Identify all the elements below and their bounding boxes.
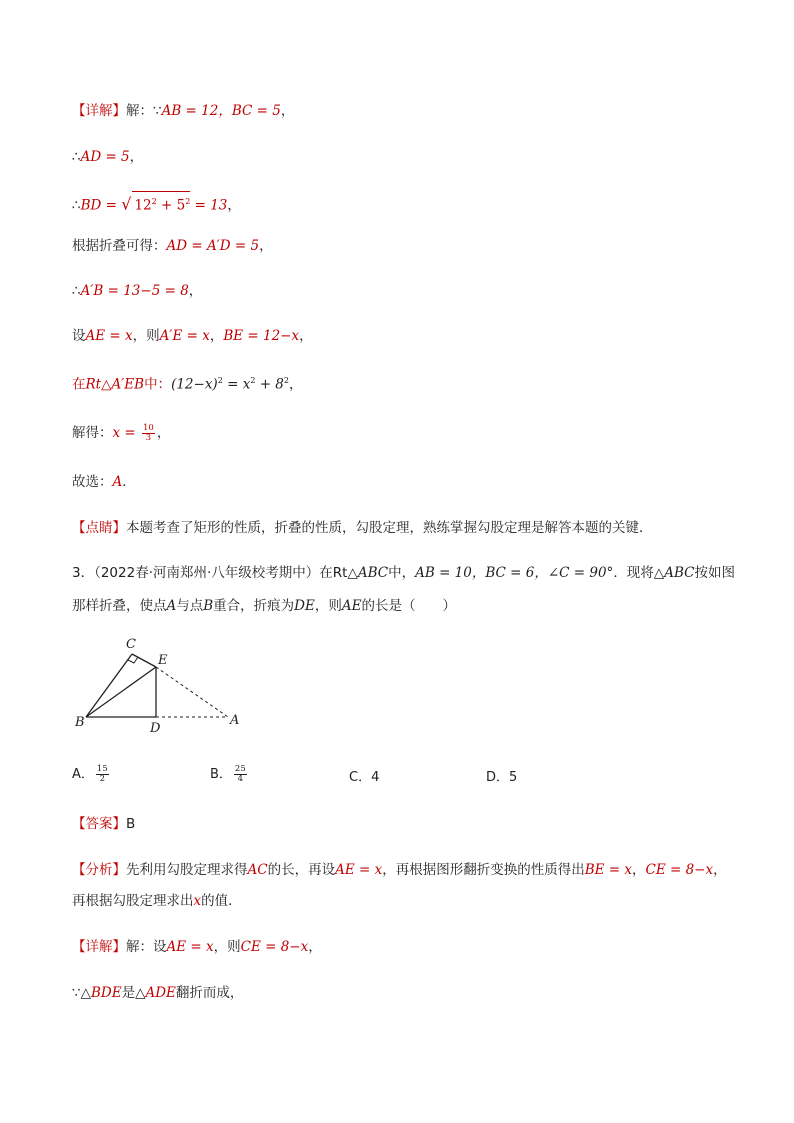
comment-line: 【点睛】本题考查了矩形的性质，折叠的性质，勾股定理，熟练掌握勾股定理是解答本题的关键．	[72, 520, 653, 536]
detail-line-3: ∴BD = √ $12^2 + 5^2 = 13$，	[72, 191, 241, 216]
segment-EA-dashed	[156, 667, 228, 717]
label-A: A	[230, 713, 240, 728]
detail-line-4: 根据折叠可得：AD = A′D = 5，	[72, 238, 273, 254]
question-3-line-2: 那样折叠，使点A与点B重合，折痕为DE，则AE的长是（ ）	[72, 598, 456, 614]
detail-line-9: 故选：A．	[72, 474, 136, 490]
answer-line	[72, 814, 135, 834]
question-source: （2022春·河南郑州·八年级校考期中）	[94, 565, 320, 581]
detail-tag: 【详解】	[72, 103, 126, 119]
detail2-line-1: 【详解】解：设AE = x，则CE = 8−x，	[72, 939, 322, 955]
detail2-line-2: ∵△BDE是△ADE翻折而成，	[72, 985, 244, 1001]
detail-line-2: ∴AD = 5，	[72, 149, 144, 165]
segment-BE	[86, 667, 156, 717]
detail-line-1: 【详解】解：∵AB = 12，BC = 5，	[72, 103, 295, 119]
question-3-line-1: 3．（2022春·河南郑州·八年级校考期中）在Rt△ABC中，AB = 10，BC = 6，∠C = 90°．现将△ABC按如图	[72, 565, 735, 581]
detail-line-7: 在Rt△A′EB中：$(12-x)^2 = x^2 + 8^2$，	[72, 376, 303, 393]
option-b-fraction: $\frac{25}{4}$	[234, 764, 246, 784]
analysis-line-2: 再根据勾股定理求出x的值．	[72, 893, 242, 909]
segment-BC	[86, 654, 132, 717]
fraction-10-3: $\frac{10}{3}$	[143, 422, 154, 443]
option-c[interactable]: C．4	[349, 770, 380, 785]
label-E: E	[158, 653, 168, 668]
answer-value: B	[126, 816, 136, 832]
detail-line-5: ∴A′B = 13−5 = 8，	[72, 283, 203, 299]
option-a-fraction: $\frac{15}{2}$	[96, 764, 108, 784]
option-d[interactable]: D．5	[486, 770, 518, 785]
option-a[interactable]: A． $\frac{15}{2}$	[72, 764, 108, 784]
comment-tag: 【点睛】	[72, 520, 126, 536]
question-number: 3．	[72, 565, 95, 581]
detail-line-8: 解得：x = $\frac{10}{3}$ ，	[72, 422, 171, 443]
sqrt-radicand: $12^2 + 5^2$	[132, 191, 190, 216]
label-C: C	[126, 637, 136, 652]
option-b[interactable]: B． $\frac{25}{4}$	[210, 764, 246, 784]
sqrt-sign: √	[121, 194, 132, 214]
analysis-line-1: 【分析】先利用勾股定理求得AC的长，再设AE = x，再根据图形翻折变换的性质得出BE = x，CE = 8−x，	[72, 862, 727, 878]
answer-tag: 【答案】	[72, 816, 126, 832]
label-D: D	[150, 721, 161, 736]
detail2-tag: 【详解】	[72, 939, 126, 955]
detail-line-6: 设AE = x，则A′E = x，BE = 12−x，	[72, 328, 313, 344]
label-B: B	[75, 715, 85, 730]
analysis-tag: 【分析】	[72, 862, 126, 878]
triangle-figure	[70, 630, 270, 740]
